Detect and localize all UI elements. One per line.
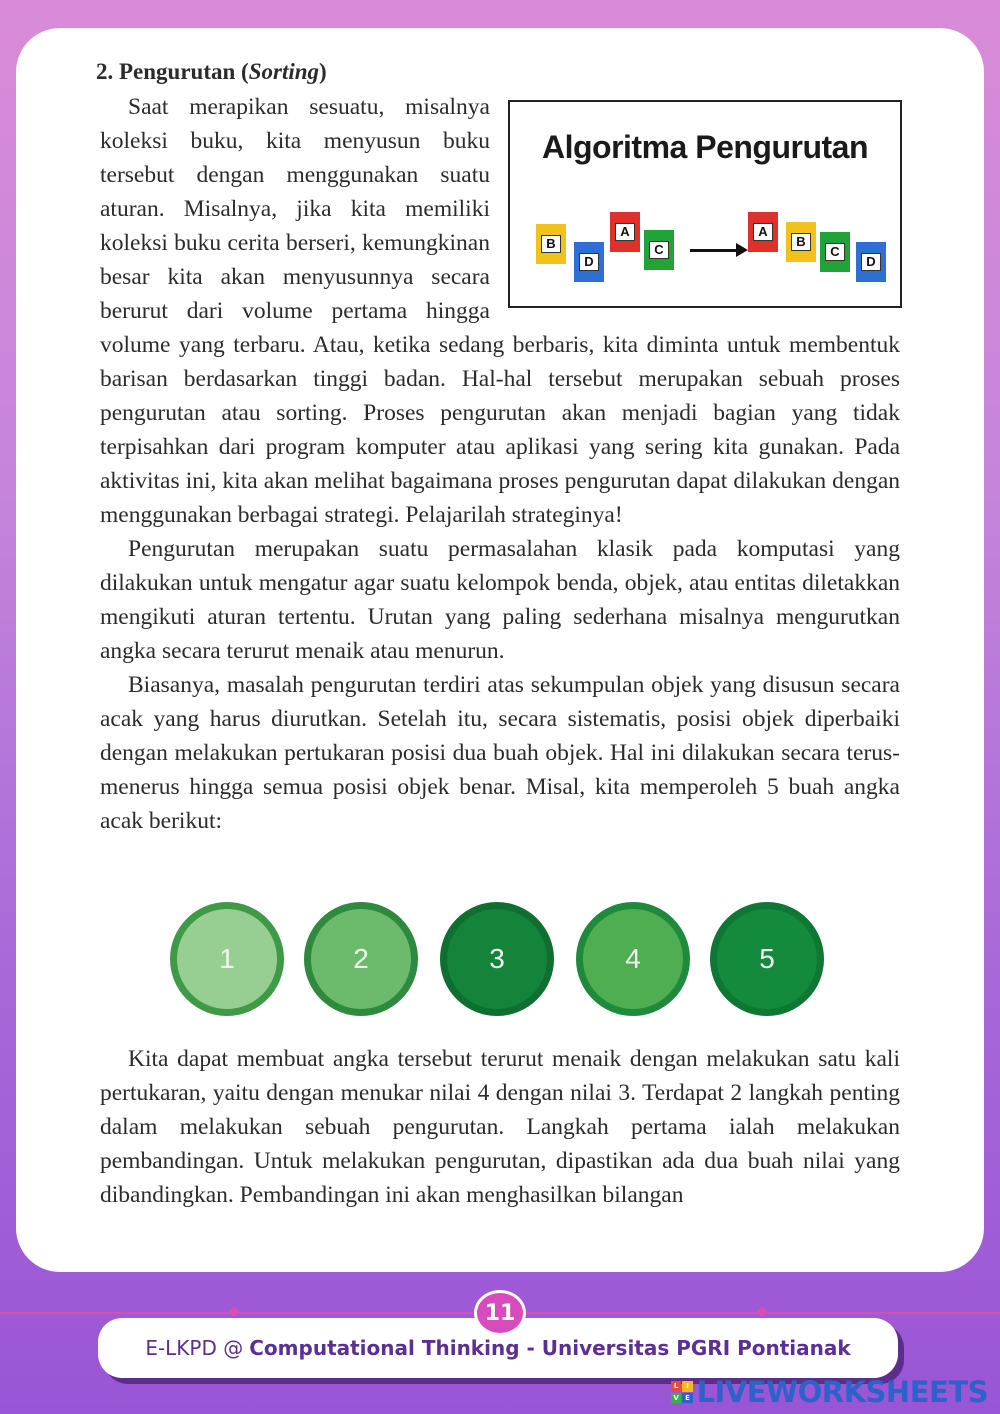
paragraph-1: Saat merapikan sesuatu, misalnya koleksi buku, kita menyusun buku tersebut dengan menggunakan suatu aturan. Misalnya, jika kita memiliki koleksi buku cerita berseri, kemungkinan besar kita akan menyusunnya secara berurut dari volume pertama hingga volume yang terbaru. Atau, ketika sedang berbaris, kita diminta untuk membentuk barisan berdasarkan tinggi badan. Hal-hal tersebut merupakan sebuah proses pengurutan atau sorting. Proses pengurutan akan menjadi bagian yang tidak terpisahkan dari program komputer atau aplikasi yang sering kita gunakan. Pada aktivitas ini, kita akan melihat bagaimana proses pengurutan dapat dilakukan dengan menggunakan berbagai strategi. Pelajarilah strateginya!	[100, 94, 900, 528]
number-circle-4: 4	[576, 902, 690, 1016]
book-c-unsorted: C	[644, 230, 674, 270]
liveworksheets-logo-icon: L I V E	[671, 1381, 693, 1403]
number-circle-5: 5	[710, 902, 824, 1016]
page-number-badge: 11	[474, 1290, 526, 1336]
book-c-sorted: C	[820, 232, 850, 272]
section-heading: 2. Pengurutan (Sorting)	[96, 59, 327, 84]
sorting-algorithm-figure	[508, 100, 902, 308]
footer-diamond-right	[756, 1306, 767, 1317]
content	[96, 56, 900, 838]
liveworksheets-text: LIVEWORKSHEETS	[696, 1375, 988, 1409]
book-d-unsorted: D	[574, 242, 604, 282]
footer-prefix: E-LKPD @	[145, 1336, 244, 1360]
liveworksheets-watermark[interactable]	[671, 1374, 988, 1410]
figure-title: Algoritma Pengurutan	[541, 129, 868, 165]
number-circle-3: 3	[440, 902, 554, 1016]
book-b-sorted: B	[786, 222, 816, 262]
book-a-sorted: A	[748, 212, 778, 252]
book-d-sorted: D	[856, 242, 886, 282]
book-a-unsorted: A	[610, 212, 640, 252]
paragraph-3: Biasanya, masalah pengurutan terdiri atas sekumpulan objek yang disusun secara acak yang harus diurutkan. Setelah itu, secara sistematis, posisi objek diperbaiki dengan melakukan pertukaran posisi dua buah objek. Hal ini dilakukan secara terus-menerus hingga semua posisi objek benar. Misal, kita memperoleh 5 buah angka acak berikut:	[100, 672, 900, 834]
number-circle-2: 2	[304, 902, 418, 1016]
number-circles	[168, 902, 832, 1020]
footer-diamond-left	[228, 1306, 239, 1317]
content-lower	[100, 1042, 900, 1212]
footer-title: Computational Thinking - Universitas PGRI Pontianak	[249, 1336, 851, 1360]
number-circle-1: 1	[170, 902, 284, 1016]
paragraph-4: Kita dapat membuat angka tersebut terurut menaik dengan melakukan satu kali pertukaran, yaitu dengan menukar nilai 4 dengan nilai 3. Terdapat 2 langkah penting dalam melakukan sebuah pengurutan. Langkah pertama ialah melakukan pembandingan. Untuk melakukan pengurutan, dipastikan ada dua buah nilai yang dibandingkan. Pembandingan ini akan menghasilkan bilangan	[100, 1046, 900, 1208]
book-b-unsorted: B	[536, 224, 566, 264]
arrow-icon	[690, 249, 738, 252]
paragraph-2: Pengurutan merupakan suatu permasalahan klasik pada komputasi yang dilakukan untuk mengatur agar suatu kelompok benda, objek, atau entitas diletakkan mengikuti aturan tertentu. Urutan yang paling sederhana misalnya mengurutkan angka secara terurut menaik atau menurun.	[100, 536, 900, 664]
